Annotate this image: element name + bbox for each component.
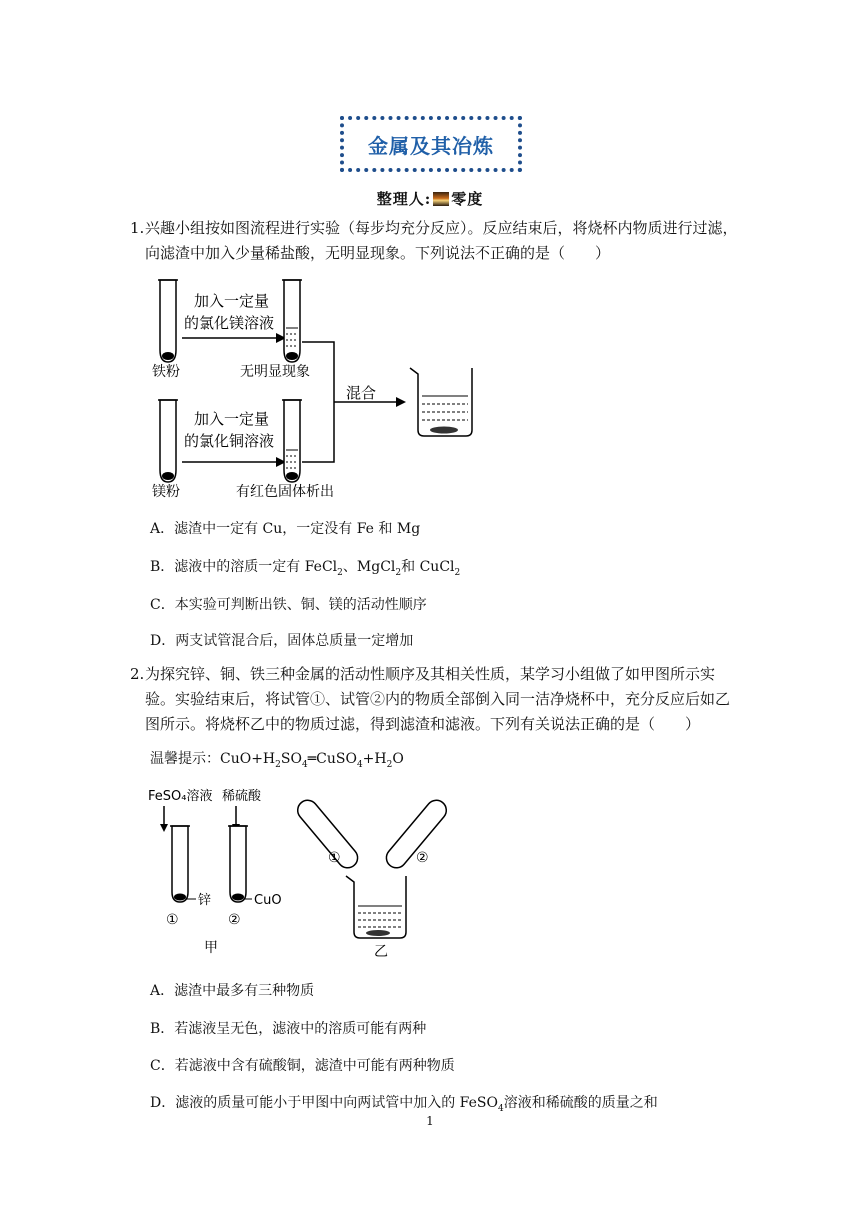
fig-label: CuO — [254, 893, 282, 908]
option-d: D．滤液的质量可能小于甲图中向两试管中加入的 FeSO$_4$溶液和稀硫酸的质量之和 — [150, 1095, 658, 1114]
option-c: C．若滤液中含有硫酸铜，滤渣中可能有两种物质 — [150, 1058, 455, 1074]
option-c: C．本实验可判断出铁、铜、镁的活动性顺序 — [150, 597, 427, 613]
q1-figure — [148, 272, 488, 504]
fig-label: 乙 — [374, 944, 388, 960]
fig-label: FeSO₄溶液 — [148, 789, 213, 804]
beaker — [346, 876, 406, 938]
title-box — [340, 116, 522, 172]
test-tube — [282, 280, 302, 362]
fig-label: ② — [416, 850, 429, 866]
fig-label: 有红色固体析出 — [236, 484, 334, 500]
test-tube — [282, 400, 302, 482]
fig-label: ① — [166, 912, 179, 928]
question-2 — [130, 662, 740, 737]
option-a: A．滤渣中最多有三种物质 — [150, 983, 315, 999]
question-number: 1. — [130, 219, 145, 237]
test-tube — [158, 280, 178, 362]
fig-label: 的氯化铜溶液 — [184, 432, 275, 450]
fig-label: 的氯化镁溶液 — [184, 314, 275, 332]
fig-label: 锌 — [198, 893, 212, 908]
test-tube — [170, 826, 190, 902]
fig-label: 稀硫酸 — [222, 789, 262, 804]
hint-line: 温馨提示：$CuO+H_2SO_4═CuSO_4+H_2O$ — [150, 751, 404, 770]
author-name: 零度 — [451, 190, 484, 208]
fig-label: ① — [328, 850, 341, 866]
question-text: 兴趣小组按如图流程进行实验（每步均充分反应）。反应结束后，将烧杯内物质进行过滤，向滤渣中加入少量稀盐酸，无明显现象。下列说法不正确的是（ ） — [145, 219, 738, 262]
fig-label: 镁粉 — [152, 484, 180, 500]
fig-label: ② — [228, 912, 241, 928]
option-b: B．滤液中的溶质一定有 FeCl$_2$、MgCl$_2$和 CuCl$_2$ — [150, 559, 461, 578]
fig-label: 加入一定量 — [194, 410, 270, 428]
test-tube — [158, 400, 178, 482]
fig-label: 铁粉 — [152, 364, 180, 380]
author-label: 整理人: — [376, 190, 432, 208]
page-number: 1 — [426, 1114, 434, 1128]
option-d: D．两支试管混合后，固体总质量一定增加 — [150, 633, 414, 649]
fig-label: 无明显现象 — [240, 364, 310, 380]
fig-label: 加入一定量 — [194, 292, 270, 310]
option-a: A．滤渣中一定有 Cu，一定没有 Fe 和 Mg — [150, 521, 421, 537]
q2-figure — [146, 784, 456, 962]
option-b: B．若滤液呈无色，滤液中的溶质可能有两种 — [150, 1021, 427, 1037]
question-text: 为探究锌、铜、铁三种金属的活动性顺序及其相关性质，某学习小组做了如甲图所示实验。实验结束后，将试管①、试管②内的物质全部倒入同一洁净烧杯中，充分反应后如乙图所示。将烧杯乙中的物质过滤，得到滤渣和滤液。下列有关说法正确的是（ ） — [145, 665, 731, 733]
page-title: 金属及其冶炼 — [368, 133, 494, 158]
author-line — [0, 188, 860, 209]
fig-label: 混合 — [346, 384, 377, 402]
fig-label: 甲 — [204, 940, 218, 956]
sunset-icon — [433, 192, 449, 206]
test-tube — [228, 826, 248, 902]
beaker — [410, 368, 472, 436]
question-1 — [130, 216, 740, 266]
question-number: 2. — [130, 665, 145, 683]
